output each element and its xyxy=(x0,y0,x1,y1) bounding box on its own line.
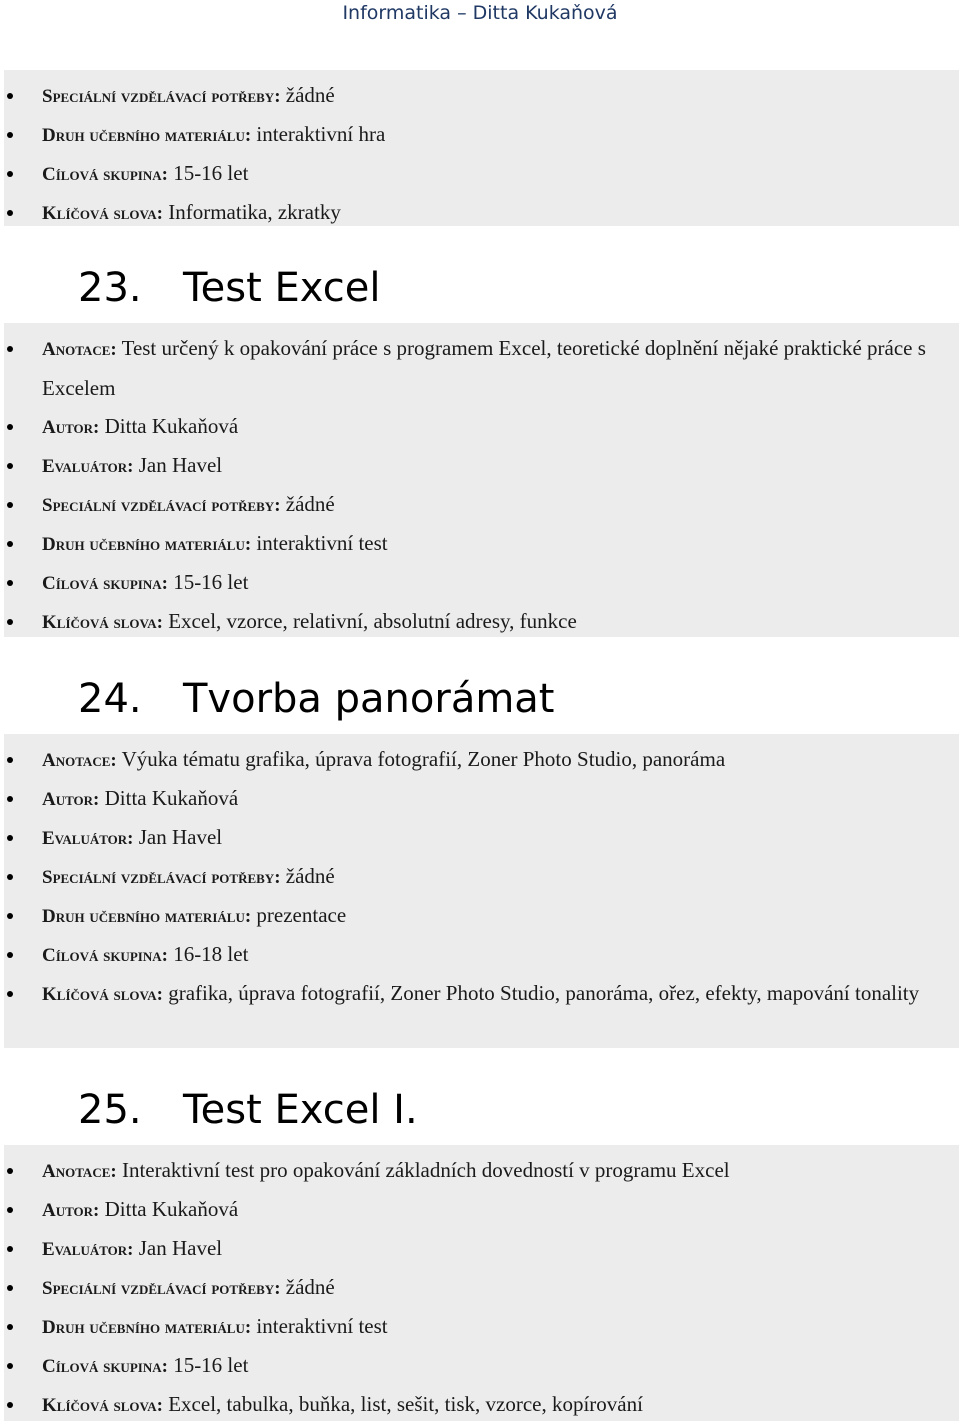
list-item xyxy=(4,154,959,193)
bullet-icon xyxy=(7,835,13,841)
page-header: Informatika – Ditta Kukaňová xyxy=(342,2,618,24)
list-item xyxy=(4,407,959,446)
list-item xyxy=(4,1268,959,1307)
field-label: Evaluátor: xyxy=(42,828,134,849)
field-value: Výuka tématu grafika, úprava fotografií, Zoner Photo Studio, panoráma xyxy=(121,747,726,771)
list-item xyxy=(4,563,959,602)
field-label: Druh učebního materiálu: xyxy=(42,125,252,146)
bullet-icon xyxy=(7,796,13,802)
field-value: Interaktivní test pro opakování základních dovedností v programu Excel xyxy=(121,1158,730,1182)
field-label: Autor: xyxy=(42,417,100,438)
field-value: grafika, úprava fotografií, Zoner Photo Studio, panoráma, ořez, efekty, mapování tonality xyxy=(168,981,920,1005)
field-value: 15-16 let xyxy=(173,1353,249,1377)
bullet-icon xyxy=(7,210,13,216)
field-value: Ditta Kukaňová xyxy=(104,414,239,438)
bullet-icon xyxy=(7,1168,13,1174)
field-value: prezentace xyxy=(256,903,347,927)
field-value: Test určený k opakování práce s programem Excel, teoretické doplnění nějaké praktické práce s Excelem xyxy=(42,336,926,400)
field-label: Speciální vzdělávací potřeby: xyxy=(42,867,281,888)
field-label: Druh učebního materiálu: xyxy=(42,906,252,927)
list-item xyxy=(4,974,959,1052)
section-23-heading xyxy=(78,258,380,318)
list-item xyxy=(4,193,959,232)
section-24-heading xyxy=(78,669,554,729)
list-item xyxy=(4,1346,959,1385)
field-label: Klíčová slova: xyxy=(42,612,163,633)
section-23-details xyxy=(4,323,959,637)
field-value: 15-16 let xyxy=(173,161,249,185)
field-label: Druh učebního materiálu: xyxy=(42,534,252,555)
field-value: Informatika, zkratky xyxy=(168,200,341,224)
bullet-icon xyxy=(7,1207,13,1213)
field-value: žádné xyxy=(285,864,335,888)
field-label: Klíčová slova: xyxy=(42,984,163,1005)
bullet-icon xyxy=(7,346,13,352)
field-label: Cílová skupina: xyxy=(42,945,168,966)
field-label: Cílová skupina: xyxy=(42,1356,168,1377)
field-label: Autor: xyxy=(42,789,100,810)
section-title: Test Excel xyxy=(183,265,381,311)
field-value: žádné xyxy=(285,83,335,107)
list-item xyxy=(4,485,959,524)
field-value: interaktivní hra xyxy=(256,122,386,146)
list-item xyxy=(4,1385,959,1424)
list-item xyxy=(4,740,959,779)
field-value: žádné xyxy=(285,492,335,516)
list-item xyxy=(4,1151,959,1190)
bullet-icon xyxy=(7,580,13,586)
section-number: 24. xyxy=(78,676,142,722)
field-label: Speciální vzdělávací potřeby: xyxy=(42,86,281,107)
section-number: 25. xyxy=(78,1087,142,1133)
list-item xyxy=(4,446,959,485)
field-label: Klíčová slova: xyxy=(42,203,163,224)
field-label: Evaluátor: xyxy=(42,456,134,477)
list-item xyxy=(4,329,959,407)
list-item xyxy=(4,1229,959,1268)
list-item xyxy=(4,602,959,641)
bullet-icon xyxy=(7,541,13,547)
list-item xyxy=(4,935,959,974)
field-label: Autor: xyxy=(42,1200,100,1221)
field-value: interaktivní test xyxy=(256,531,388,555)
field-value: žádné xyxy=(285,1275,335,1299)
list-item xyxy=(4,818,959,857)
field-label: Anotace: xyxy=(42,339,117,360)
field-value: interaktivní test xyxy=(256,1314,388,1338)
field-value: Excel, vzorce, relativní, absolutní adresy, funkce xyxy=(168,609,577,633)
section-25-details xyxy=(4,1145,959,1421)
field-value: 16-18 let xyxy=(173,942,249,966)
list-item xyxy=(4,524,959,563)
field-value: Excel, tabulka, buňka, list, sešit, tisk, vzorce, kopírování xyxy=(168,1392,643,1416)
bullet-icon xyxy=(7,913,13,919)
bullet-icon xyxy=(7,1363,13,1369)
list-item xyxy=(4,779,959,818)
field-value: Jan Havel xyxy=(138,825,223,849)
bullet-icon xyxy=(7,874,13,880)
field-label: Speciální vzdělávací potřeby: xyxy=(42,1278,281,1299)
list-item xyxy=(4,857,959,896)
field-value: Ditta Kukaňová xyxy=(104,786,239,810)
bullet-icon xyxy=(7,1402,13,1408)
bullet-icon xyxy=(7,1324,13,1330)
bullet-icon xyxy=(7,171,13,177)
field-value: Jan Havel xyxy=(138,453,223,477)
list-item xyxy=(4,76,959,115)
field-label: Cílová skupina: xyxy=(42,164,168,185)
bullet-icon xyxy=(7,1285,13,1291)
bullet-icon xyxy=(7,463,13,469)
field-label: Evaluátor: xyxy=(42,1239,134,1260)
bullet-icon xyxy=(7,757,13,763)
list-item xyxy=(4,896,959,935)
field-label: Klíčová slova: xyxy=(42,1395,163,1416)
section-22-details xyxy=(4,70,959,226)
section-title: Tvorba panorámat xyxy=(183,676,555,722)
field-label: Speciální vzdělávací potřeby: xyxy=(42,495,281,516)
section-number: 23. xyxy=(78,265,142,311)
bullet-icon xyxy=(7,424,13,430)
section-25-heading xyxy=(78,1080,418,1140)
bullet-icon xyxy=(7,619,13,625)
list-item xyxy=(4,115,959,154)
bullet-icon xyxy=(7,502,13,508)
field-label: Anotace: xyxy=(42,1161,117,1182)
section-title: Test Excel I. xyxy=(183,1087,418,1133)
list-item xyxy=(4,1190,959,1229)
section-24-details xyxy=(4,734,959,1048)
field-value: Ditta Kukaňová xyxy=(104,1197,239,1221)
bullet-icon xyxy=(7,93,13,99)
field-label: Cílová skupina: xyxy=(42,573,168,594)
bullet-icon xyxy=(7,991,13,997)
bullet-icon xyxy=(7,952,13,958)
field-label: Anotace: xyxy=(42,750,117,771)
field-label: Druh učebního materiálu: xyxy=(42,1317,252,1338)
list-item xyxy=(4,1307,959,1346)
field-value: 15-16 let xyxy=(173,570,249,594)
bullet-icon xyxy=(7,1246,13,1252)
field-value: Jan Havel xyxy=(138,1236,223,1260)
bullet-icon xyxy=(7,132,13,138)
